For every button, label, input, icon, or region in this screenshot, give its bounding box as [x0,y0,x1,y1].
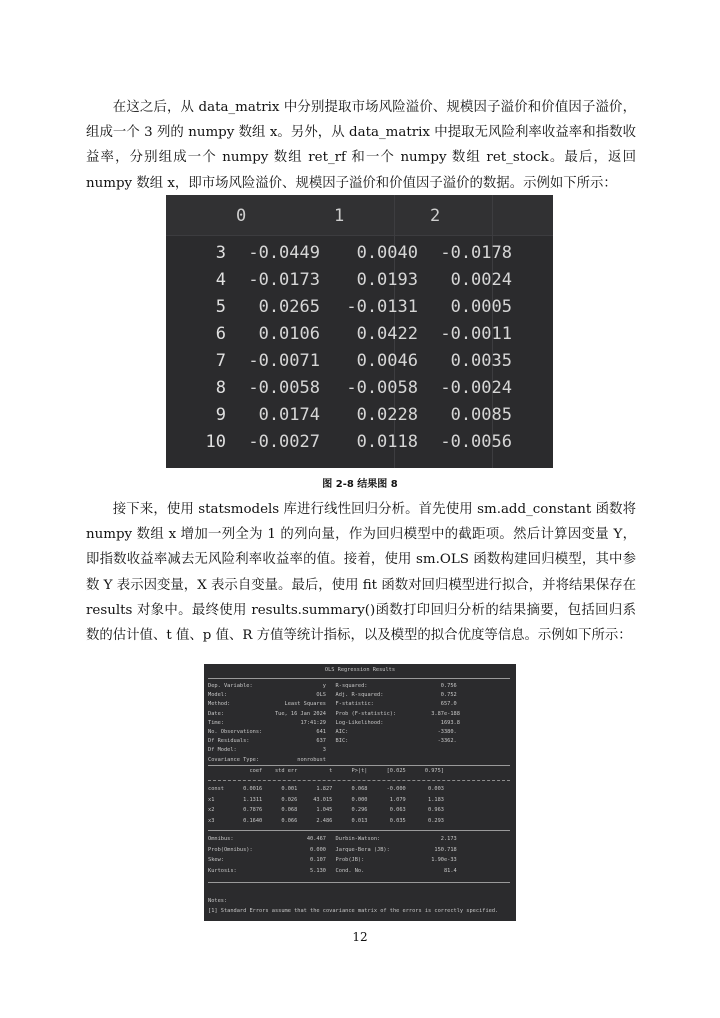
ols-line: No. Observations: 641 AIC: -3380. [208,729,457,735]
table-row [166,401,553,428]
table-cell: -0.0011 [440,324,512,344]
ols-line: Prob(Omnibus): 0.000 Jarque-Bera (JB): 150.718 [208,846,457,853]
table-cell: -0.0131 [346,297,418,317]
table-cell: 0.0040 [356,243,418,263]
row-index: 8 [215,378,226,398]
table-cell: 0.0174 [258,405,320,425]
table-cell: 0.0005 [450,297,512,317]
ols-line: Dep. Variable: y R-squared: 0.756 [208,683,457,689]
dataframe-screenshot [166,195,553,468]
table-row [166,266,553,293]
ols-line: [1] Standard Errors assume that the covariance matrix of the errors is correctly specified. [208,908,499,914]
table-cell: 0.0118 [356,432,418,452]
figure-caption: 图 2-8 结果图 8 [322,479,398,490]
table-cell: 0.0046 [356,351,418,371]
table-cell: -0.0173 [248,270,320,290]
ols-line: Covariance Type: nonrobust [208,756,326,763]
row-index: 10 [205,432,226,452]
ols-line: Omnibus: 40.467 Durbin-Watson: 2.173 [208,836,457,842]
table-cell: 0.0422 [356,324,418,344]
table-cell: -0.0178 [440,243,512,263]
ols-line: Df Residuals: 637 BIC: -3362. [208,738,457,745]
column-header-1: 1 [334,206,345,226]
table-cell: -0.0058 [346,378,418,398]
paragraph-regression: 接下来，使用 statsmodels 库进行线性回归分析。首先使用 sm.add_constant 函数将 numpy 数组 x 增加一列全为 1 的列向量，作为回归模型中的截距项。然后计算因变量 Y，即指数收益率减去无风险利率收益率的值。接着，使用 sm.OLS 函数构建回归模型，其中参数 Y 表示因变量，X 表示自变量。最后，使用 fit 函数对回归模型进行拟合，并将结果保存在 results 对象中。最终使用 results.summary()函数打印回归分析的结果摘要，包括回归系数的估计值、t 值、p 值、R 方值等统计指标，以及模型的拟合优度等信息。示例如下所示： [86,502,636,644]
table-row [166,428,553,455]
table-cell: -0.0027 [248,432,320,452]
row-index: 9 [215,405,226,425]
table-row [166,239,553,266]
ols-line: Date: Tue, 16 Jan 2024 Prob (F-statistic): 3.87e-188 [208,710,460,717]
ols-line: Df Model: 3 [208,747,326,754]
table-cell: 0.0035 [450,351,512,371]
dataframe-header [166,195,553,236]
row-index: 6 [215,324,226,344]
table-cell: -0.0071 [248,351,320,371]
ols-title: OLS Regression Results [324,667,396,673]
ols-line: x1 1.1311 0.026 43.015 0.000 1.079 1.183 [208,796,444,803]
ols-line: Model: OLS Adj. R-squared: 0.752 [208,692,457,699]
table-cell: 0.0085 [450,405,512,425]
paragraph-intro: 在这之后，从 data_matrix 中分别提取市场风险溢价、规模因子溢价和价值因子溢价，组成一个 3 列的 numpy 数组 x。另外，从 data_matrix 中提取无风险利率收益率和指数收益率，分别组成一个 numpy 数组 ret_rf 和一个 numpy 数组 ret_stock。最后，返回 numpy 数组 x，即市场风险溢价、规模因子溢价和价值因子溢价的数据。示例如下所示： [86,100,636,191]
page-number: 12 [352,930,368,944]
ols-line: Method: Least Squares F-statistic: 657.0 [208,701,457,708]
row-index: 4 [215,270,226,290]
row-index: 7 [215,351,226,371]
table-cell: 0.0228 [356,405,418,425]
ols-coef-header: coef std err t P>|t| [0.025 0.975] [208,768,444,774]
ols-line: x3 0.1640 0.066 2.486 0.013 0.035 0.293 [208,817,444,824]
table-cell: 0.0265 [258,297,320,317]
ols-summary-screenshot [204,664,516,921]
table-cell: 0.0193 [356,270,418,290]
row-index: 3 [215,243,226,263]
table-row [166,347,553,374]
table-cell: 0.0106 [258,324,320,344]
ols-line: Notes: [208,898,228,904]
table-cell: -0.0024 [440,378,512,398]
column-header-0: 0 [236,206,247,226]
table-row [166,374,553,401]
ols-line: Kurtosis: 5.130 Cond. No. 81.4 [208,867,457,874]
row-index: 5 [215,297,226,317]
table-cell: 0.0024 [450,270,512,290]
table-cell: -0.0056 [440,432,512,452]
ols-line: Time: 17:41:29 Log-Likelihood: 1693.8 [208,719,460,726]
table-cell: -0.0449 [248,243,320,263]
column-header-2: 2 [430,206,441,226]
ols-line: x2 0.7876 0.068 1.045 0.296 0.063 0.963 [208,807,444,813]
ols-line: const 0.0016 0.001 1.827 0.068 -0.000 0.003 [208,786,444,792]
ols-line: Skew: 0.107 Prob(JB): 1.90e-33 [208,857,457,863]
table-row [166,320,553,347]
table-cell: -0.0058 [248,378,320,398]
table-row [166,293,553,320]
